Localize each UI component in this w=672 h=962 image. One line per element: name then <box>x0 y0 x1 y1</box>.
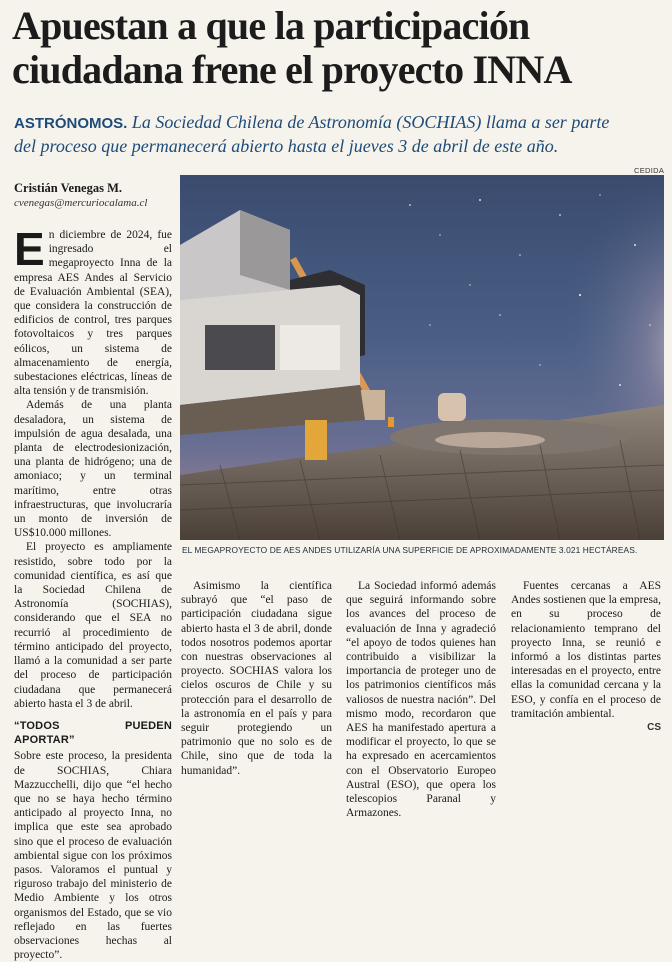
dek-line-2: del proceso que permanecerá abierto hasta el jueves 3 de abril de este año. <box>14 136 559 156</box>
drop-cap: E <box>14 223 45 275</box>
dek-line-1: La Sociedad Chilena de Astronomía (SOCHIAS) llama a ser parte <box>131 112 610 132</box>
paragraph-1: n diciembre de 2024, fue ingresado el megaproyecto Inna de la empresa AES Andes al Servicio de Evaluación Ambiental (SEA), que considera la construcción de edificios de control, tres parques fotovoltaicos y tres parques eólicos, un sistema de almacenamiento de energía, subestaciones eléctricas, líneas de alta tensión y de transmisión. <box>14 229 172 398</box>
author-name: Cristián Venegas M. <box>14 181 122 195</box>
article-column-3 <box>346 579 496 820</box>
photo-caption: EL MEGAPROYECTO DE AES ANDES UTILIZARÍA UNA SUPERFICIE DE APROXIMADAMENTE 3.021 HECTÁREAS. <box>182 545 638 555</box>
paragraph-3: El proyecto es ampliamente resistido, sobre todo por la comunidad científica, es así que la Sociedad Chilena de Astronomía (SOCHIAS), considerando que el SEA no recurrió al procedimiento de término anticipado del proyecto, llamó a la comunidad a ser parte del proceso de participación ciudadana que permanecerá abierto hasta el 3 de abril. <box>14 541 172 710</box>
observatory-photo <box>180 175 664 540</box>
article-column-4 <box>511 579 661 735</box>
paragraph-4: Sobre este proceso, la presidenta de SOCHIAS, Chiara Mazzucchelli, dijo que “el hecho que no se haya hecho término anticipado al proyecto Inna, no implica que este sea aprobado sino que el proceso de evaluación ambiental sigue con los próximos pasos. Valoramos el puntual y riguroso trabajo del ministerio de Medio Ambiente y los otros organismos del Estado, que se vio reflejado en las fuertes observaciones hechas al proyecto”. <box>14 750 172 962</box>
paragraph-5: Asimismo la científica subrayó que “el paso de participación ciudadana sigue abierto hasta el 3 de abril, donde todos nosotros podemos aportar con nuestras observaciones al proyecto. SOCHIAS valora los cielos oscuros de Chile y su protección para el desarrollo de la astronomía en el país y para seguir protegiendo un patrimonio que no solo es de Chile, sino que de toda la humanidad”. <box>181 580 332 777</box>
photo-credit: CEDIDA <box>634 166 665 175</box>
subheadline <box>14 111 662 157</box>
dek-kicker: ASTRÓNOMOS. <box>14 115 128 132</box>
paragraph-7: Fuentes cercanas a AES Andes sostienen que la empresa, en su proceso de relacionamiento temprano del proyecto Inna, se reunió e informó a los distintas partes interesadas en el proyecto, entre ellas la comunidad cercana y la ESO, y confía en el proceso de tramitación ambiental. <box>511 580 661 720</box>
end-mark: CS <box>647 722 661 734</box>
article-column-1 <box>14 223 172 962</box>
article-column-2 <box>181 579 332 778</box>
headline-line-1: Apuestan a que la participación <box>12 3 530 48</box>
author-email: cvenegas@mercuriocalama.cl <box>14 197 148 209</box>
paragraph-6: La Sociedad informó además que seguirá informando sobre los avances del proceso de evaluación de Inna y agradeció “el apoyo de todos quienes han contribuido a visibilizar la importancia de proteger uno de los patrimonios científicos más valiosos de nuestra nación”. Del mismo modo, recordaron que AES ha manifestado apertura a modificar el proyecto, lo que se ha expresado en acercamientos con el Observatorio Europeo Austral (ESO), que opera los telescopios Paranal y Armazones. <box>346 580 496 820</box>
paragraph-2: Además de una planta desaladora, un sistema de impulsión de agua desalada, una planta de electrodesionización, una planta de hidrógeno; una de amoniaco; y un terminal marítimo, entre otras infraestructuras, que involucraría un monto de inversión de US$10.000 millones. <box>14 399 172 540</box>
headline <box>12 4 662 92</box>
subheading: “TODOS PUEDEN APORTAR” <box>14 719 172 747</box>
headline-line-2: ciudadana frene el proyecto INNA <box>12 47 572 92</box>
